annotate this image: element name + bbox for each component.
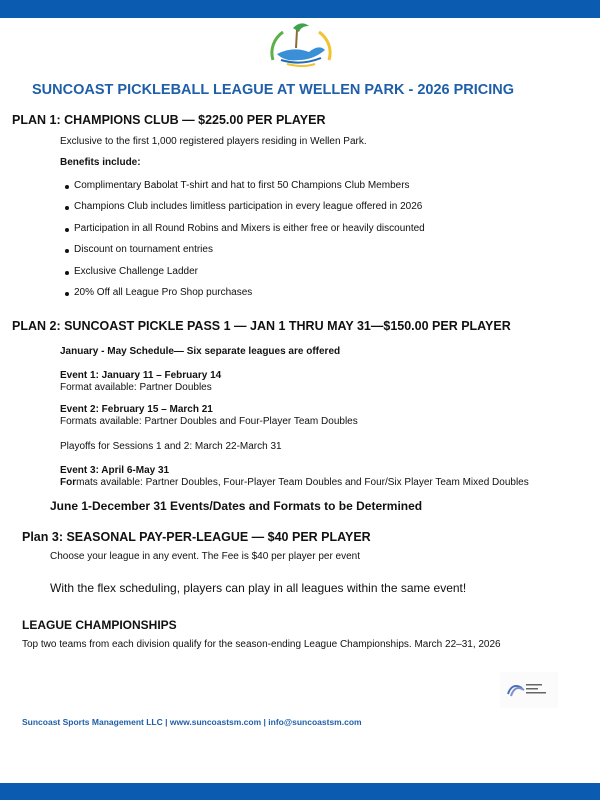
championships-heading: LEAGUE CHAMPIONSHIPS [22,618,177,632]
june-note: June 1-December 31 Events/Dates and Formats to be Determined [50,499,423,513]
benefits-label: Benefits include: [60,157,141,168]
list-item: Discount on tournament entries [74,244,213,255]
schedule-note: January - May Schedule— Six separate leagues are offered [60,346,341,357]
bullet-icon [65,206,69,210]
bullet-icon [65,228,69,232]
list-item: Participation in all Round Robins and Mixers is either free or heavily discounted [74,223,425,234]
list-item: Complimentary Babolat T-shirt and hat to first 50 Champions Club Members [74,180,410,191]
event3-format [60,478,529,488]
plan3-heading: Plan 3: SEASONAL PAY-PER-LEAGUE — $40 PER PLAYER [22,530,371,544]
plan1-intro: Exclusive to the first 1,000 registered players residing in Wellen Park. [60,136,367,147]
plan1-heading: PLAN 1: CHAMPIONS CLUB — $225.00 PER PLAYER [12,113,326,127]
event2-format: Formats available: Partner Doubles and Four-Player Team Doubles [60,416,358,427]
event3-format-text: mats available: Partner Doubles, Four-Player Team Doubles and Four/Six Player Team Mixed Doubles [76,477,529,488]
plan3-desc: Choose your league in any event. The Fee is $40 per player per event [50,551,361,562]
playoffs-note: Playoffs for Sessions 1 and 2: March 22-March 31 [60,441,282,452]
event3-title: Event 3: April 6-May 31 [60,465,170,476]
list-item: Exclusive Challenge Ladder [74,266,198,277]
page-title: SUNCOAST PICKLEBALL LEAGUE AT WELLEN PARK - 2026 PRICING [32,82,515,98]
league-logo [263,20,339,76]
bullet-icon [65,292,69,296]
footer-contact: Suncoast Sports Management LLC | www.suncoastsm.com | info@suncoastsm.com [22,717,362,727]
bottom-banner [0,783,600,800]
list-item: Champions Club includes limitless participation in every league offered in 2026 [74,201,423,212]
event3-format-bold: For [60,477,77,488]
championships-desc: Top two teams from each division qualify for the season-ending League Championships. March 22–31, 2026 [22,639,501,650]
sponsor-logo [500,672,558,708]
bullet-icon [65,271,69,275]
top-banner [0,0,600,18]
plan2-heading: PLAN 2: SUNCOAST PICKLE PASS 1 — JAN 1 THRU MAY 31—$150.00 PER PLAYER [12,319,511,333]
event1-title: Event 1: January 11 – February 14 [60,370,222,381]
event1-format: Format available: Partner Doubles [60,382,212,393]
flex-note: With the flex scheduling, players can play in all leagues within the same event! [50,581,467,595]
event2-title: Event 2: February 15 – March 21 [60,404,213,415]
list-item: 20% Off all League Pro Shop purchases [74,287,253,298]
bullet-icon [65,249,69,253]
bullet-icon [65,185,69,189]
